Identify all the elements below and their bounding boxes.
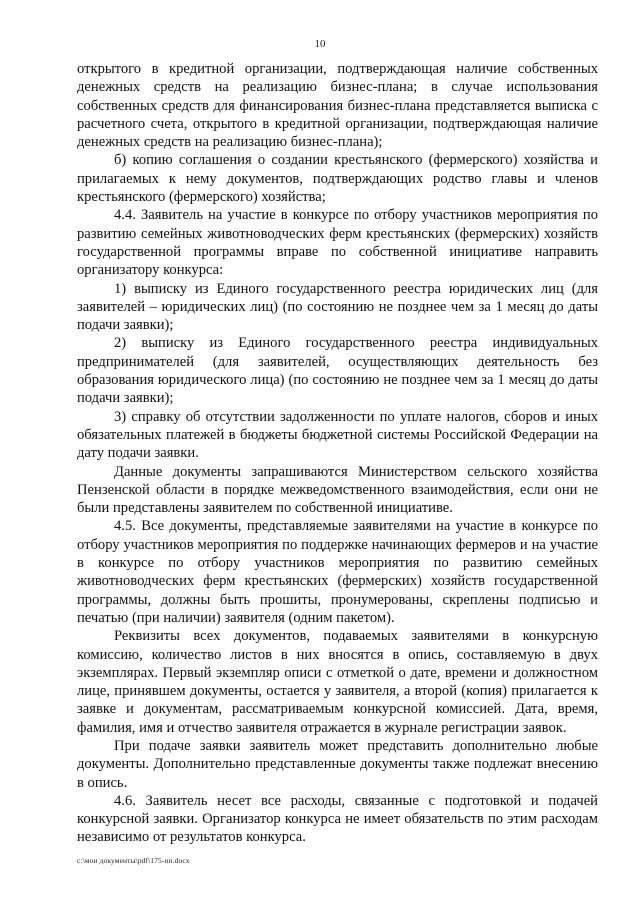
paragraph-item-1: 1) выписку из Единого государственного реестра юридических лиц (для заявителей – юридических лиц) (по состоянию не позднее чем за 1 месяц до даты подачи заявки);	[77, 280, 598, 334]
paragraph-4-6: 4.6. Заявитель несет все расходы, связанные с подготовкой и подачей конкурсной заявки. Организатор конкурса не имеет обязательств по этим расходам независимо от результатов конкурса.	[77, 792, 598, 846]
paragraph-4-5: 4.5. Все документы, представляемые заявителями на участие в конкурсе по отбору участников мероприятия по поддержке начинающих фермеров и на участие в конкурсе по отбору участников мероприятия по развитию семейных животноводческих ферм крестьянских (фермерских) хозяйств государственной программы, должны быть прошиты, пронумерованы, скреплены подписью и печатью (при наличии) заявителя (одним пакетом).	[77, 518, 598, 626]
paragraph-additional-documents: При подаче заявки заявитель может представить дополнительно любые документы. Дополнительно представленные документы также подлежат внесению в опись.	[77, 737, 598, 791]
paragraph-continuation: открытого в кредитной организации, подтверждающая наличие собственных денежных средств на реализацию бизнес-плана; в случае использования собственных средств для финансирования бизнес-плана представляется выписка с расчетного счета, открытого в кредитной организации, подтверждающая наличие денежных средств на реализацию бизнес-плана);	[77, 61, 598, 151]
paragraph-item-3: 3) справку об отсутствии задолженности по уплате налогов, сборов и иных обязательных платежей в бюджеты бюджетной системы Российской Федерации на дату подачи заявки.	[77, 408, 598, 462]
file-path-footer: c:\мои документы\pdf\175-пп.docx	[77, 856, 190, 865]
paragraph-item-b: б) копию соглашения о создании крестьянского (фермерского) хозяйства и прилагаемых к нему документов, подтверждающих родство главы и членов крестьянского (фермерского) хозяйства;	[77, 152, 598, 206]
page-number: 10	[314, 38, 326, 50]
paragraph-4-4: 4.4. Заявитель на участие в конкурсе по отбору участников мероприятия по развитию семейных животноводческих ферм крестьянских (фермерских) хозяйств государственной программы вправе по собственной инициативе направить организатору конкурса:	[77, 207, 598, 279]
paragraph-item-2: 2) выписку из Единого государственного реестра индивидуальных предпринимателей (для заявителей, осуществляющих деятельность без образования юридического лица) (по состоянию не позднее чем за 1 месяц до даты подачи заявки);	[77, 335, 598, 407]
document-body	[77, 60, 598, 847]
paragraph-inventory: Реквизиты всех документов, подаваемых заявителями в конкурсную комиссию, количество листов в них вносятся в опись, составляемую в двух экземплярах. Первый экземпляр описи с отметкой о дате, времени и должностном лице, принявшем документы, остается у заявителя, а второй (копия) прилагается к заявке и документам, рассматриваемым конкурсной комиссией. Дата, время, фамилия, имя и отчество заявителя отражается в журнале регистрации заявок.	[77, 628, 598, 736]
paragraph-interagency-request: Данные документы запрашиваются Министерством сельского хозяйства Пензенской области в порядке межведомственного взаимодействия, если они не были представлены заявителем по собственной инициативе.	[77, 463, 598, 517]
